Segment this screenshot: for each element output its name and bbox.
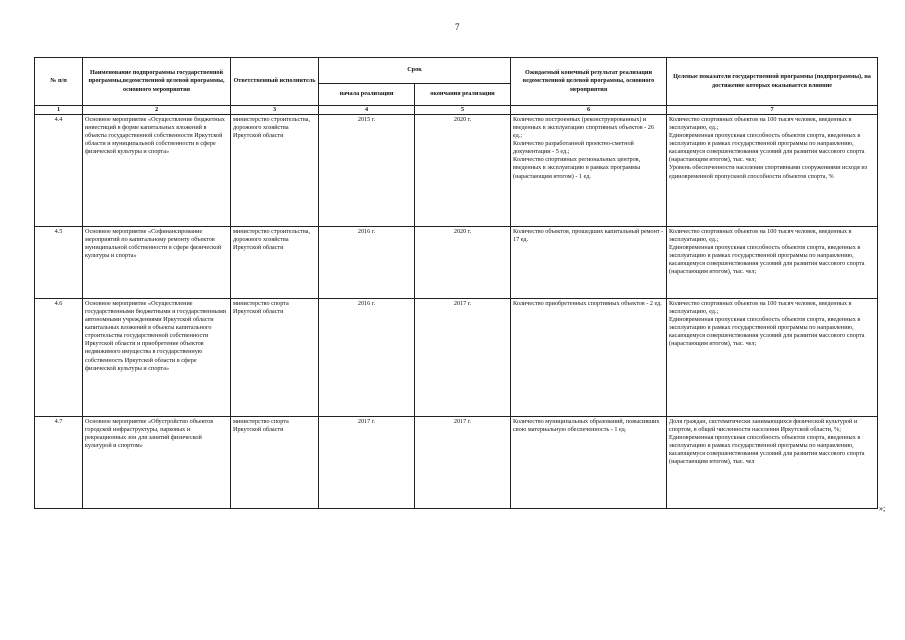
table-row <box>35 299 878 417</box>
result-line: Количество разработанной проектно-сметной документации - 5 ед.; <box>513 140 634 156</box>
row-end: 2020 г. <box>415 227 511 299</box>
row-executor: министерство строительства, дорожного хозяйства Иркутской области <box>231 115 319 227</box>
column-number: 1 <box>35 106 83 115</box>
result-line: Количество спортивных региональных центров, введенных в эксплуатацию в рамках программы (нарастающим итогом) - 1 ед. <box>513 156 641 180</box>
column-number: 6 <box>511 106 667 115</box>
column-number: 2 <box>83 106 231 115</box>
header-start: начала реализации <box>319 84 415 106</box>
indicator-line: Доля граждан, систематически занимающихся физической культурой и спортом, в общей численности населения Иркутской области, %; <box>669 418 858 434</box>
indicator-line: Единовременная пропускная способность объектов спорта, введенных в эксплуатацию в рамках государственной программы по направлению, касающемуся совершенствования условий для развития массового спорта (нарастающим итогом), тыс. чел <box>669 434 865 466</box>
page-number: 7 <box>455 22 460 32</box>
column-number: 3 <box>231 106 319 115</box>
column-number-row <box>35 106 878 115</box>
row-result <box>511 115 667 227</box>
row-end: 2017 г. <box>415 417 511 509</box>
result-line: Количество объектов, прошедших капитальный ремонт - 17 ед. <box>513 228 664 244</box>
row-executor: министерство спорта Иркутской области <box>231 299 319 417</box>
indicator-line: Уровень обеспеченности населения спортивными сооружениями исходя из единовременной пропускной способности объектов спорта, % <box>669 164 868 180</box>
row-indicators <box>667 115 878 227</box>
row-start: 2017 г. <box>319 417 415 509</box>
indicator-line: Единовременная пропускная способность объектов спорта, введенных в эксплуатацию в рамках государственной программы по направлению, касающемуся совершенствования условий для развития массового спорта (нарастающим итогом), тыс. чел; <box>669 132 865 164</box>
indicator-line: Количество спортивных объектов на 100 тысяч человек, введенных в эксплуатацию, ед.; <box>669 228 852 244</box>
indicator-line: Единовременная пропускная способность объектов спорта, введенных в эксплуатацию в рамках государственной программы по направлению, касающемуся совершенствования условий для развития массового спорта (нарастающим итогом), тыс. чел; <box>669 316 865 348</box>
column-number: 4 <box>319 106 415 115</box>
row-executor: министерство строительства, дорожного хозяйства Иркутской области <box>231 227 319 299</box>
header-term: Срок <box>319 58 511 84</box>
row-name: Основное мероприятие «Осуществление государственными бюджетными и государственными автономными учреждениями Иркутской области капитальных вложений в объекты капитального строительства государственной собственности Иркутской области и приобретение объектов недвижимого имущества в государственную собственность Иркутской области в сфере физической культуры и спорта» <box>83 299 231 417</box>
column-number: 7 <box>667 106 878 115</box>
row-indicators <box>667 417 878 509</box>
row-result <box>511 227 667 299</box>
result-line: Количество муниципальных образований, повысивших свою материальную обеспеченность - 1 ед. <box>513 418 660 434</box>
row-start: 2016 г. <box>319 227 415 299</box>
header-end: окончания реализации <box>415 84 511 106</box>
indicator-line: Единовременная пропускная способность объектов спорта, введенных в эксплуатацию в рамках государственной программы по направлению, касающемуся совершенствования условий для развития массового спорта (нарастающим итогом), тыс. чел; <box>669 244 865 276</box>
result-line: Количество приобретенных спортивных объектов - 2 ед. <box>513 300 662 308</box>
row-number: 4.6 <box>35 299 83 417</box>
column-number: 5 <box>415 106 511 115</box>
row-result <box>511 417 667 509</box>
trailing-mark: »; <box>879 504 886 513</box>
row-name: Основное мероприятие «Софинансирование мероприятий по капитальному ремонту объектов муниципальной собственности в сфере физической культуры и спорта» <box>83 227 231 299</box>
header-result: Ожидаемый конечный результат реализации ведомственной целевой программы, основного мероприятия <box>511 58 667 106</box>
row-name: Основное мероприятие «Осуществление бюджетных инвестиций в форме капитальных вложений в объекты государственной собственности Иркутской области и муниципальной собственности в сфере физической культуры и спорта» <box>83 115 231 227</box>
indicator-line: Количество спортивных объектов на 100 тысяч человек, введенных в эксплуатацию, ед.; <box>669 300 852 316</box>
result-line: Количество построенных (реконструированных) и введенных в эксплуатацию спортивных объектов - 26 ед.; <box>513 116 654 140</box>
row-executor: министерство спорта Иркутской области <box>231 417 319 509</box>
row-start: 2015 г. <box>319 115 415 227</box>
header-num: № п/п <box>35 58 83 106</box>
program-table <box>34 57 878 509</box>
row-number: 4.7 <box>35 417 83 509</box>
table-body <box>35 106 878 509</box>
header-indicators: Целевые показатели государственной программы (подпрограммы), на достижение которых оказывается влияние <box>667 58 878 106</box>
row-result <box>511 299 667 417</box>
row-end: 2017 г. <box>415 299 511 417</box>
indicator-line: Количество спортивных объектов на 100 тысяч человек, введенных в эксплуатацию, ед.; <box>669 116 852 132</box>
row-number: 4.5 <box>35 227 83 299</box>
row-start: 2016 г. <box>319 299 415 417</box>
table-row <box>35 417 878 509</box>
header-executor: Ответственный исполнитель <box>231 58 319 106</box>
table-row <box>35 115 878 227</box>
row-end: 2020 г. <box>415 115 511 227</box>
row-number: 4.4 <box>35 115 83 227</box>
row-indicators <box>667 227 878 299</box>
row-indicators <box>667 299 878 417</box>
table-row <box>35 227 878 299</box>
header-name: Наименование подпрограммы государственной программы,ведомственной целевой программы, основного мероприятия <box>83 58 231 106</box>
row-name: Основное мероприятие «Обустройство объектов городской инфраструктуры, парковых и рекреационных зон для занятий физической культурой и спортом» <box>83 417 231 509</box>
